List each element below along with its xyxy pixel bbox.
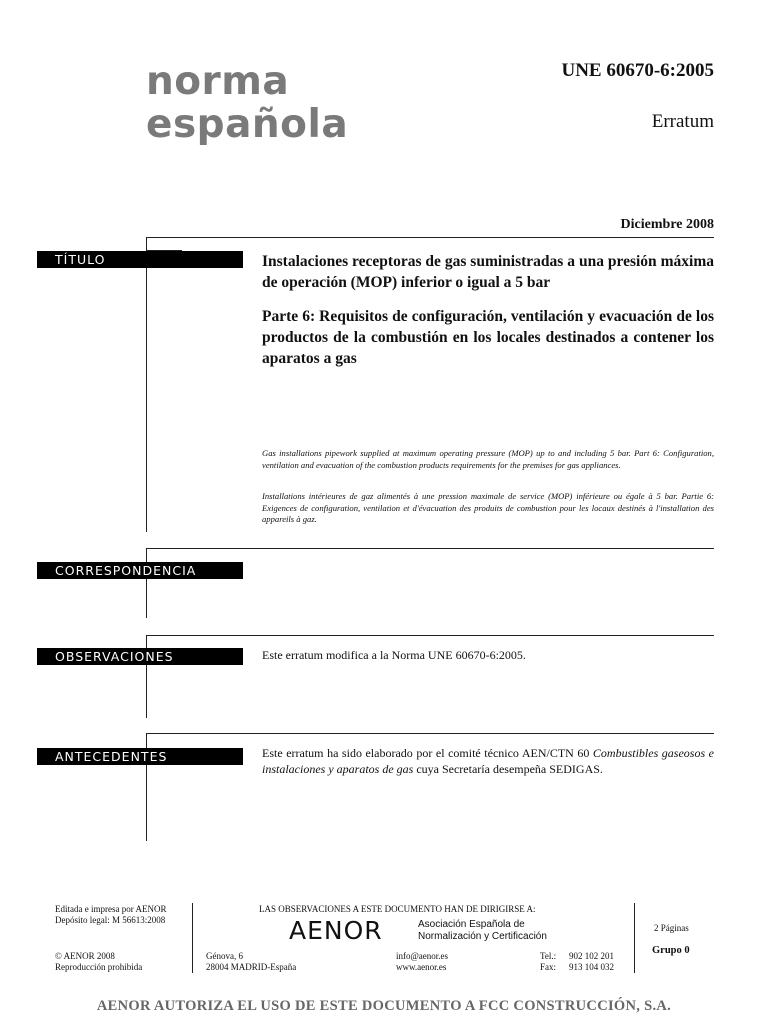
label-antecedentes: ANTECEDENTES: [37, 748, 243, 765]
antecedentes-committee-name: Combustibles gaseosos e instalaciones y aparatos de gas: [262, 746, 714, 776]
aenor-org-name: [418, 919, 547, 943]
brand-line-1: norma: [146, 59, 290, 104]
authorization-note: AENOR AUTORIZA EL USO DE ESTE DOCUMENTO A FCC CONSTRUCCIÓN, S.A.: [96, 998, 672, 1014]
footer-copyright: © AENOR 2008: [55, 951, 115, 961]
footer-edited-by: Editada e impresa por AENOR: [55, 904, 167, 914]
title-en: Gas installations pipework supplied at maximum operating pressure (MOP) up to and including 5 bar. Part 6: Configuration, ventilation and evacuation of the combustion products requirements for the premises for gas appliances.: [262, 448, 714, 470]
document-date: Diciembre 2008: [620, 217, 714, 232]
aenor-org-line-2: Normalización y Certificación: [418, 931, 547, 942]
brand-logo-text: [146, 60, 348, 146]
footer-address-city: 28004 MADRID-España: [206, 962, 297, 972]
label-titulo: TÍTULO: [37, 251, 243, 268]
footer-email[interactable]: info@aenor.es: [396, 951, 449, 961]
antecedentes-top-rule: [146, 733, 714, 734]
brand-line-2: española: [146, 102, 349, 147]
footer-group: Grupo 0: [652, 945, 690, 956]
footer-fax-label: Fax:: [540, 962, 557, 972]
footer-address-street: Génova, 6: [206, 951, 243, 961]
footer-tel: 902 102 201: [569, 951, 614, 961]
aenor-logo: AENOR: [289, 916, 383, 945]
footer-legal-deposit: Depósito legal: M 56613:2008: [55, 915, 166, 925]
footer-website[interactable]: www.aenor.es: [396, 962, 447, 972]
antecedentes-text-part2: cuya Secretaría desempeña SEDIGAS.: [413, 762, 603, 776]
document-code: UNE 60670-6:2005: [561, 60, 714, 81]
footer-divider-right: [634, 903, 635, 973]
titulo-top-rule: [146, 237, 714, 238]
footer-fax: 913 104 032: [569, 962, 614, 972]
document-type: Erratum: [651, 111, 714, 132]
footer-reproduction: Reproducción prohibida: [55, 962, 143, 972]
title-es: Instalaciones receptoras de gas suministradas a una presión máxima de operación (MOP) inferior o igual a 5 bar: [262, 253, 714, 291]
part-title-es: Parte 6: Requisitos de configuración, ventilación y evacuación de los productos de la combustión en los locales destinados a contener los aparatos a gas: [262, 308, 714, 367]
antecedentes-text-part1: Este erratum ha sido elaborado por el comité técnico AEN/CTN 60: [262, 746, 593, 760]
titulo-left-rule: [146, 237, 147, 532]
label-observaciones: OBSERVACIONES: [37, 648, 243, 665]
antecedentes-text: [262, 745, 714, 777]
observaciones-text: Este erratum modifica a la Norma UNE 60670-6:2005.: [262, 648, 526, 662]
footer-divider-left: [192, 903, 193, 973]
observaciones-top-rule: [146, 635, 714, 636]
footer-notice: LAS OBSERVACIONES A ESTE DOCUMENTO HAN DE DIRIGIRSE A:: [259, 904, 536, 914]
label-correspondencia: CORRESPONDENCIA: [37, 562, 243, 579]
footer-tel-label: Tel.:: [540, 951, 557, 961]
aenor-org-line-1: Asociación Española de: [418, 919, 525, 930]
title-fr: Installations intérieures de gaz alimentés à une pression maximale de service (MOP) inférieure ou égale à 5 bar. Partie 6: Exigences de configuration, ventilation et d'évacuation des produits de combustion pour les locaux destinés à l'installation des appareils à gaz.: [262, 491, 714, 524]
correspondencia-left-rule: [146, 548, 147, 618]
footer-pages: 2 Páginas: [654, 923, 689, 933]
correspondencia-top-rule: [146, 548, 714, 549]
